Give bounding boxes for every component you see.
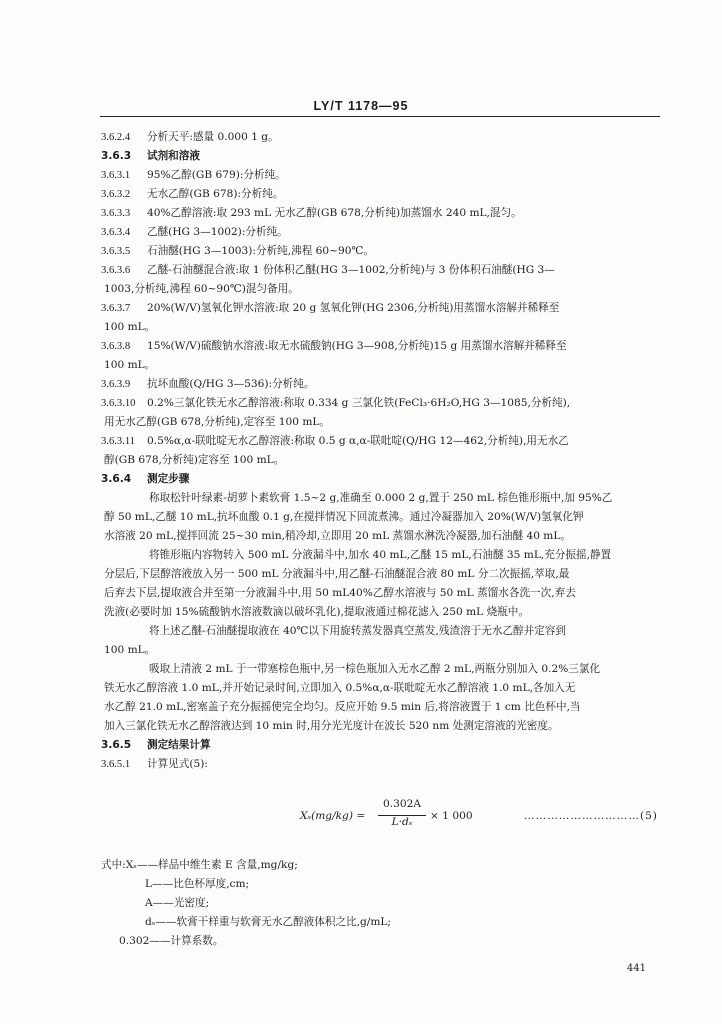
text-line bbox=[101, 147, 661, 166]
clause-number: 3.6.3.4 bbox=[101, 227, 131, 238]
formula-5 bbox=[0, 796, 722, 840]
definition-line: A——光密度; bbox=[145, 897, 210, 909]
document-body bbox=[101, 128, 661, 774]
clause-text: 0.2%三氯化铁无水乙醇溶液:称取 0.334 g 三氯化铁(FeCl₃·6H₂O,HG 3—1085,分析纯), bbox=[147, 397, 571, 409]
clause-number: 3.6.3.6 bbox=[101, 265, 131, 276]
definition-line: 0.302——计算系数。 bbox=[119, 935, 224, 947]
clause-number: 3.6.3.7 bbox=[101, 303, 131, 314]
paragraph-continuation: 铁无水乙醇溶液 1.0 mL,并开始记录时间,立即加入 0.5%α,α-联吡啶无水乙醇溶液 1.0 mL,各加入无 bbox=[104, 682, 576, 694]
paragraph-continuation: 100 mL。 bbox=[104, 321, 156, 333]
clause-number: 3.6.3 bbox=[101, 150, 132, 162]
clause-text: 20%(W/V)氢氧化钾水溶液:取 20 g 氢氧化钾(HG 2306,分析纯)用蒸馏水溶解并稀释至 bbox=[147, 302, 560, 314]
clause-text: 15%(W/V)硫酸钠水溶液:取无水硫酸钠(HG 3—908,分析纯)15 g 用蒸馏水溶解并稀释至 bbox=[147, 340, 567, 352]
paragraph-continuation: 分层后,下层醇溶液放入另一 500 mL 分液漏斗中,用乙醚-石油醚混合液 80 mL 分二次振摇,萃取,最 bbox=[104, 568, 570, 580]
paragraph-first-line: 将锥形瓶内容物转入 500 mL 分液漏斗中,加水 40 mL,乙醚 15 mL,石油醚 35 mL,充分振摇,静置 bbox=[149, 549, 612, 561]
formula-denominator: L·dₛ bbox=[391, 816, 413, 828]
formula-equation-number: …………………………(5) bbox=[524, 810, 658, 822]
paragraph-continuation: 用无水乙醇(GB 678,分析纯),定容至 100 mL。 bbox=[104, 416, 330, 428]
section-heading: 测定步骤 bbox=[147, 473, 190, 485]
paragraph-continuation: 水乙醇 21.0 mL,密塞盖子充分振摇使完全均匀。反应开始 9.5 min 后,将溶液置于 1 cm 比色杯中,当 bbox=[104, 701, 581, 713]
clause-text: 石油醚(HG 3—1003):分析纯,沸程 60~90℃。 bbox=[147, 245, 374, 257]
clause-text: 乙醚(HG 3—1002):分析纯。 bbox=[147, 226, 288, 238]
clause-number: 3.6.3.8 bbox=[101, 341, 131, 352]
text-line bbox=[101, 470, 661, 489]
clause-text: 无水乙醇(GB 678):分析纯。 bbox=[147, 188, 284, 200]
clause-number: 3.6.3.11 bbox=[101, 436, 136, 447]
clause-text: 40%乙醇溶液:取 293 mL 无水乙醇(GB 678,分析纯)加蒸馏水 240 mL,混匀。 bbox=[147, 207, 522, 219]
clause-text: 0.5%α,α-联吡啶无水乙醇溶液:称取 0.5 g α,α-联吡啶(Q/HG 12—462,分析纯),用无水乙 bbox=[147, 435, 569, 447]
text-line bbox=[101, 204, 661, 223]
variable-definitions bbox=[101, 856, 661, 951]
clause-number: 3.6.3.9 bbox=[101, 379, 131, 390]
paragraph-continuation: 洗液(必要时加 15%硫酸钠水溶液数滴以破坏乳化),提取液通过棉花滤入 250 mL 烧瓶中。 bbox=[104, 606, 529, 618]
text-line bbox=[101, 394, 661, 413]
clause-number: 3.6.5.1 bbox=[101, 759, 131, 770]
clause-number: 3.6.3.3 bbox=[101, 208, 131, 219]
text-line bbox=[101, 128, 661, 147]
paragraph-first-line: 将上述乙醚-石油醚提取液在 40℃以下用旋转蒸发器真空蒸发,残渣溶于无水乙醇并定容到 bbox=[149, 625, 567, 637]
paragraph-continuation: 后弃去下层,提取液合并至第一分液漏斗中,用 50 mL40%乙醇水溶液与 50 mL 蒸馏水各洗一次,弃去 bbox=[104, 587, 576, 599]
text-line bbox=[101, 432, 661, 451]
text-line bbox=[101, 261, 661, 280]
formula-lhs: Xₛ(mg/kg) = bbox=[300, 810, 366, 822]
formula-numerator: 0.302A bbox=[378, 798, 426, 816]
header-rule bbox=[100, 116, 660, 117]
paragraph-first-line: 吸取上清液 2 mL 于一带塞棕色瓶中,另一棕色瓶加入无水乙醇 2 mL,两瓶分别加入 0.2%三氯化 bbox=[149, 663, 601, 675]
clause-number: 3.6.3.10 bbox=[101, 398, 136, 409]
paragraph-continuation: 1003,分析纯,沸程 60~90℃)混匀备用。 bbox=[104, 283, 299, 295]
text-line bbox=[101, 185, 661, 204]
definition-line: 式中:Xₛ——样品中维生素 E 含量,mg/kg; bbox=[101, 859, 298, 871]
clause-number: 3.6.5 bbox=[101, 739, 132, 751]
text-line bbox=[101, 166, 661, 185]
standard-header: LY/T 1178—95 bbox=[313, 99, 409, 113]
formula-fraction bbox=[378, 798, 426, 833]
definition-line: dₛ——软膏干样重与软膏无水乙醇液体积之比,g/mL; bbox=[145, 916, 391, 928]
clause-number: 3.6.3.2 bbox=[101, 189, 131, 200]
formula-multiplier: × 1 000 bbox=[430, 810, 473, 822]
page-number: 441 bbox=[626, 963, 646, 974]
text-line bbox=[101, 375, 661, 394]
paragraph-continuation: 加入三氯化铁无水乙醇溶液达到 10 min 时,用分光光度计在波长 520 nm 处测定溶液的光密度。 bbox=[104, 720, 559, 732]
clause-text: 抗坏血酸(Q/HG 3—536):分析纯。 bbox=[147, 378, 315, 390]
text-line bbox=[101, 736, 661, 755]
clause-text: 分析天平:感量 0.000 1 g。 bbox=[147, 131, 279, 143]
paragraph-continuation: 100 mL。 bbox=[104, 359, 156, 371]
paragraph-first-line: 称取松针叶绿素-胡萝卜素软膏 1.5~2 g,准确至 0.000 2 g,置于 250 mL 棕色锥形瓶中,加 95%乙 bbox=[149, 492, 613, 504]
text-line bbox=[101, 337, 661, 356]
clause-text: 乙醚-石油醚混合液:取 1 份体积乙醚(HG 3—1002,分析纯)与 3 份体积石油醚(HG 3— bbox=[147, 264, 555, 276]
text-line bbox=[101, 755, 661, 774]
clause-number: 3.6.4 bbox=[101, 473, 132, 485]
section-heading: 试剂和溶液 bbox=[147, 150, 200, 162]
paragraph-continuation: 醇 50 mL,乙醚 10 mL,抗坏血酸 0.1 g,在搅拌情况下回流煮沸。通过冷凝器加入 20%(W/V)氢氧化钾 bbox=[104, 511, 584, 523]
text-line bbox=[101, 223, 661, 242]
clause-number: 3.6.3.1 bbox=[101, 170, 131, 181]
clause-number: 3.6.2.4 bbox=[101, 132, 131, 143]
text-line bbox=[101, 299, 661, 318]
clause-text: 计算见式(5): bbox=[147, 758, 208, 770]
paragraph-continuation: 水溶液 20 mL,搅拌回流 25~30 min,稍冷却,立即用 20 mL 蒸馏水淋洗冷凝器,加石油醚 40 mL。 bbox=[104, 530, 571, 542]
clause-text: 95%乙醇(GB 679):分析纯。 bbox=[147, 169, 286, 181]
clause-number: 3.6.3.5 bbox=[101, 246, 131, 257]
paragraph-continuation: 醇(GB 678,分析纯)定容至 100 mL。 bbox=[104, 454, 285, 466]
definition-line: L——比色杯厚度,cm; bbox=[145, 878, 250, 890]
section-heading: 测定结果计算 bbox=[147, 739, 211, 751]
paragraph-continuation: 100 mL。 bbox=[104, 644, 156, 656]
text-line bbox=[101, 242, 661, 261]
